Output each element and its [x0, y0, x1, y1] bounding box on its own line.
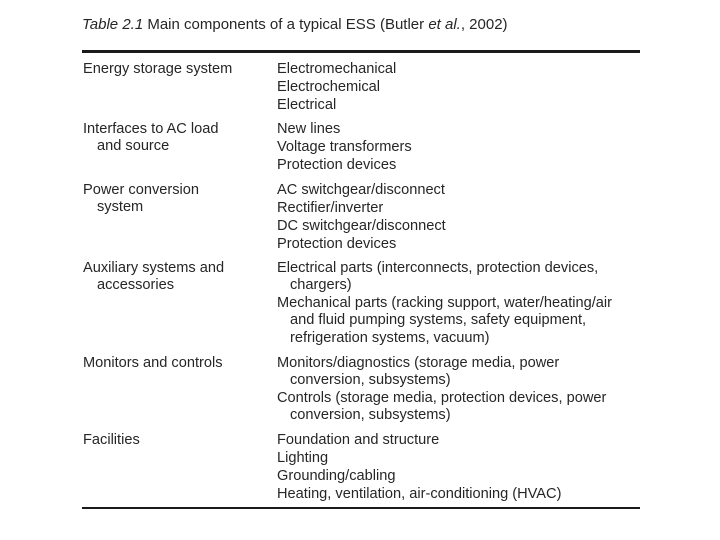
list-item-line: conversion, subsystems)	[290, 407, 451, 424]
list-item-line: Protection devices	[277, 156, 397, 173]
table-label: Table 2.1	[82, 16, 144, 33]
component-items	[277, 355, 647, 425]
list-item-line: Electrical	[277, 96, 337, 113]
list-item-line: Electrical parts (interconnects, protection devices,	[277, 260, 599, 276]
list-item	[277, 355, 647, 390]
list-item	[277, 390, 647, 425]
component-name-line: Auxiliary systems and	[83, 260, 225, 276]
list-item	[277, 468, 647, 485]
list-item-line: Grounding/cabling	[277, 467, 396, 484]
list-item	[277, 97, 647, 114]
table-title: Main components of a typical ESS (Butler	[147, 16, 425, 33]
list-item	[277, 486, 647, 503]
list-item	[277, 200, 647, 217]
component-name-line: Monitors and controls	[83, 355, 223, 371]
list-item	[277, 79, 647, 96]
component-items	[277, 260, 647, 348]
table-caption	[82, 16, 508, 33]
list-item-line: Monitors/diagnostics (storage media, power	[277, 355, 560, 371]
list-item-line: Mechanical parts (racking support, water/heating/air	[277, 295, 613, 312]
list-item-line: Electrochemical	[277, 78, 381, 95]
list-item-line: Controls (storage media, protection devices, power	[277, 390, 607, 407]
list-item-line: chargers)	[290, 277, 352, 294]
table-title-etal: et al.	[428, 16, 461, 33]
component-name-line: Power conversion	[83, 182, 199, 198]
list-item-line: Foundation and structure	[277, 432, 440, 448]
table-top-rule	[82, 50, 640, 53]
component-name-line: Facilities	[83, 432, 140, 448]
component-name	[83, 121, 268, 156]
component-items	[277, 182, 647, 254]
component-name-line: Energy storage system	[83, 61, 233, 77]
list-item	[277, 139, 647, 156]
component-name-line: and source	[97, 138, 170, 155]
list-item-line: Electromechanical	[277, 61, 397, 77]
list-item	[277, 260, 647, 295]
list-item	[277, 157, 647, 174]
list-item-line: Heating, ventilation, air-conditioning (HVAC)	[277, 485, 562, 502]
component-name	[83, 182, 268, 217]
list-item	[277, 450, 647, 467]
list-item	[277, 236, 647, 253]
list-item-line: and fluid pumping systems, safety equipment,	[290, 312, 587, 329]
component-name	[83, 355, 268, 372]
component-name-line: Interfaces to AC load	[83, 121, 219, 137]
component-items	[277, 61, 647, 115]
list-item-line: New lines	[277, 121, 341, 137]
list-item	[277, 61, 647, 78]
component-name	[83, 260, 268, 295]
list-item-line: refrigeration systems, vacuum)	[290, 329, 490, 346]
list-item-line: Lighting	[277, 449, 329, 466]
list-item-line: Protection devices	[277, 235, 397, 252]
list-item-line: AC switchgear/disconnect	[277, 182, 445, 198]
list-item-line: Voltage transformers	[277, 138, 412, 155]
component-name	[83, 61, 268, 78]
list-item	[277, 218, 647, 235]
component-name-line: system	[97, 199, 144, 216]
list-item-line: DC switchgear/disconnect	[277, 217, 446, 234]
table-title-year: , 2002)	[460, 16, 508, 33]
component-name-line: accessories	[97, 277, 175, 294]
component-items	[277, 432, 647, 504]
list-item-line: Rectifier/inverter	[277, 199, 384, 216]
list-item	[277, 432, 647, 449]
component-name	[83, 432, 268, 449]
list-item	[277, 182, 647, 199]
list-item-line: conversion, subsystems)	[290, 372, 451, 389]
component-items	[277, 121, 647, 175]
list-item	[277, 121, 647, 138]
list-item	[277, 295, 647, 347]
table-bottom-rule	[82, 507, 640, 509]
